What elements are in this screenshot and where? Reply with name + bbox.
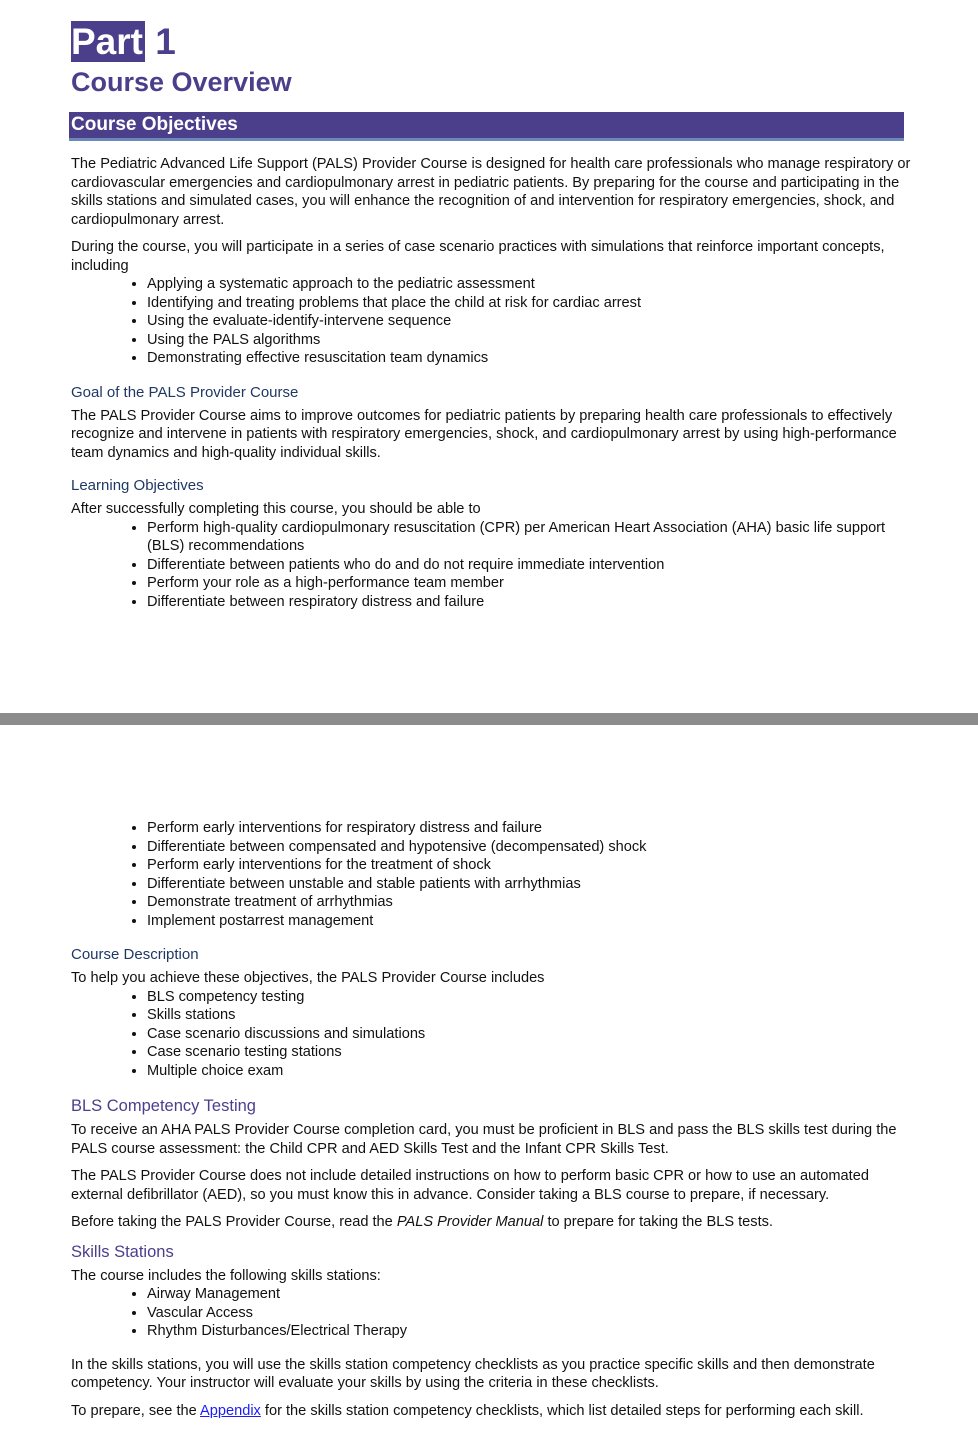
course-description-list: [71, 988, 911, 1081]
bls-paragraph-2: The PALS Provider Course does not include detailed instructions on how to perform basic CPR or how to use an automated external defibrillator (AED), so you must know this in advance. Consider taking a BLS course to prepare, if necessary.: [71, 1168, 869, 1203]
course-title: Course Overview: [71, 67, 292, 97]
learning-objectives-list-page1: [71, 519, 911, 612]
page-1-content: [71, 20, 911, 626]
page-2-content: [71, 819, 911, 1429]
list-item: • Differentiate between patients who do and do not require immediate intervention: [147, 556, 911, 575]
document-page-1: [0, 0, 978, 713]
learning-objectives-heading: Learning Objectives: [71, 477, 204, 494]
goal-paragraph: The PALS Provider Course aims to improve outcomes for pediatric patients by preparing health care professionals to effectively recognize and intervene in patients with respiratory emergencies, shock, and cardiopulmonary arrest by using high-performance team dynamics and high-quality individual skills.: [71, 407, 897, 461]
learning-objectives-intro: After successfully completing this course, you should be able to: [71, 501, 481, 517]
skills-stations-intro: The course includes the following skills stations:: [71, 1267, 381, 1284]
list-item: • Differentiate between respiratory distress and failure: [147, 593, 911, 612]
bls-competency-heading: BLS Competency Testing: [71, 1097, 256, 1115]
manual-title: PALS Provider Manual: [396, 1214, 544, 1230]
list-item: • Identifying and treating problems that place the child at risk for cardiac arrest: [147, 294, 911, 313]
skills-stations-heading: Skills Stations: [71, 1242, 174, 1261]
part-number: 1: [155, 21, 176, 62]
learning-objectives-list-page2: [71, 819, 911, 930]
course-description-intro: To help you achieve these objectives, the PALS Provider Course includes: [71, 970, 545, 986]
list-item: • Differentiate between compensated and hypotensive (decompensated) shock: [147, 838, 911, 857]
list-item: • BLS competency testing: [147, 988, 911, 1007]
scenario-list: [71, 275, 911, 368]
bls-p3-before: Before taking the PALS Provider Course, read the: [71, 1214, 397, 1230]
skills-stations-list: [71, 1285, 911, 1341]
scenario-paragraph: During the course, you will participate in a series of case scenario practices with simulations that reinforce important concepts, including: [71, 239, 885, 274]
bls-p3-after: to prepare for taking the BLS tests.: [543, 1214, 773, 1230]
appendix-link[interactable]: Appendix: [200, 1402, 261, 1419]
goal-heading: Goal of the PALS Provider Course: [71, 383, 299, 401]
skills-paragraph-1: In the skills stations, you will use the skills station competency checklists as you practice specific skills and then demonstrate competency. Your instructor will evaluate your skills by using the criteria in these checklists.: [71, 1356, 875, 1391]
page-break-divider: [0, 713, 978, 725]
part-label: Part: [71, 21, 143, 62]
course-description-heading: Course Description: [71, 946, 199, 963]
skills-paragraph-2: [71, 1402, 911, 1421]
skills-p2-before: To prepare, see the: [71, 1402, 200, 1419]
list-item: • Vascular Access: [147, 1304, 911, 1323]
bls-paragraph-3: [71, 1213, 911, 1232]
list-item: • Perform early interventions for the treatment of shock: [147, 856, 911, 875]
intro-paragraph: The Pediatric Advanced Life Support (PALS) Provider Course is designed for health care professionals who manage respiratory or cardiovascular emergencies and cardiopulmonary arrest in pediatric patients. By preparing for the course and participating in the skills stations and simulated cases, you will enhance the recognition of and intervention for respiratory emergencies, shock, and cardiopulmonary arrest.: [71, 156, 911, 228]
skills-p2-after: for the skills station competency checklists, which list detailed steps for performing each skill.: [260, 1402, 864, 1419]
list-item: • Demonstrate treatment of arrhythmias: [147, 893, 911, 912]
list-item: • Case scenario discussions and simulations: [147, 1025, 911, 1044]
bls-paragraph-1: To receive an AHA PALS Provider Course completion card, you must be proficient in BLS and pass the BLS skills test during the PALS course assessment: the Child CPR and AED Skills Test and the Infant CPR Skills Test.: [71, 1122, 897, 1157]
list-item: • Using the evaluate-identify-intervene sequence: [147, 312, 911, 331]
list-item: • Perform high-quality cardiopulmonary resuscitation (CPR) per American Heart Association (AHA) basic life support (BLS) recommendations: [147, 519, 911, 556]
list-item: • Perform your role as a high-performance team member: [147, 574, 911, 593]
list-item: • Case scenario testing stations: [147, 1043, 911, 1062]
list-item: • Airway Management: [147, 1285, 911, 1304]
list-item: • Perform early interventions for respiratory distress and failure: [147, 819, 911, 838]
list-item: • Implement postarrest management: [147, 912, 911, 931]
list-item: • Using the PALS algorithms: [147, 331, 911, 350]
list-item: • Applying a systematic approach to the pediatric assessment: [147, 275, 911, 294]
list-item: • Skills stations: [147, 1006, 911, 1025]
list-item: • Rhythm Disturbances/Electrical Therapy: [147, 1322, 911, 1341]
part-heading: [71, 20, 911, 64]
list-item: • Demonstrating effective resuscitation team dynamics: [147, 349, 911, 368]
list-item: • Differentiate between unstable and stable patients with arrhythmias: [147, 875, 911, 894]
course-objectives-banner: Course Objectives: [69, 112, 904, 141]
list-item: • Multiple choice exam: [147, 1062, 911, 1081]
